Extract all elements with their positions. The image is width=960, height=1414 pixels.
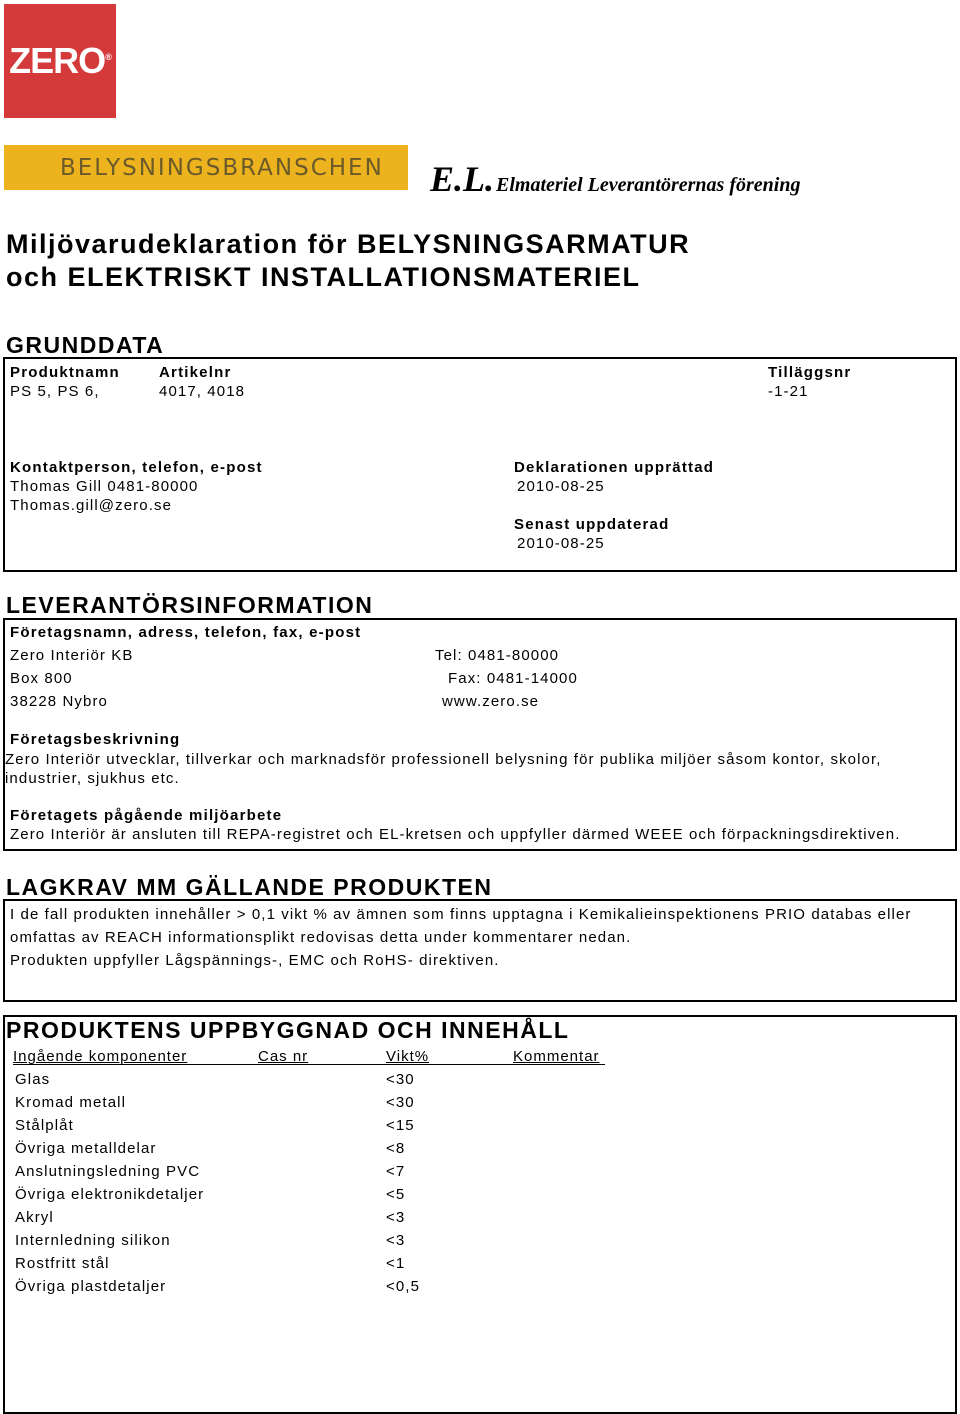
banner-text: BELYSNINGSBRANSCHEN: [60, 155, 384, 181]
table-row: [15, 1278, 605, 1301]
table-row: [15, 1186, 605, 1209]
component-name: Anslutningsledning PVC: [15, 1163, 201, 1180]
zero-logo: [4, 4, 116, 118]
component-name: Kromad metall: [15, 1094, 127, 1111]
table-row: [15, 1094, 605, 1117]
component-name: Glas: [15, 1071, 51, 1088]
kontakt-label: Kontaktperson, telefon, e-post: [10, 459, 263, 476]
lagkrav-line-2: omfattas av REACH informationsplikt redovisas detta under kommentarer nedan.: [10, 929, 632, 946]
component-name: Rostfritt stål: [15, 1255, 110, 1272]
tillaggsnr-value: -1-21: [768, 383, 809, 400]
miljo-label: Företagets pågående miljöarbete: [10, 807, 283, 824]
component-weight: <15: [386, 1117, 415, 1134]
el-logo-name: Elmateriel Leverantörernas förening: [496, 174, 801, 196]
title-line-1: Miljövarudeklaration för BELYSNINGSARMATUR: [6, 229, 691, 259]
belysningsbranschen-banner: [4, 145, 408, 190]
component-weight: <3: [386, 1232, 406, 1249]
el-logo-initials: E.L.: [430, 159, 495, 199]
component-weight: <8: [386, 1140, 406, 1157]
title-line-2: och ELEKTRISKT INSTALLATIONSMATERIEL: [6, 262, 641, 292]
tillaggsnr-label: Tilläggsnr: [768, 364, 852, 381]
component-name: Akryl: [15, 1209, 54, 1226]
produktnamn-label: Produktnamn: [10, 364, 120, 381]
beskrivning-text: Zero Interiör utvecklar, tillverkar och marknadsför professionell belysning för publika miljöer såsom kontor, skolor, industrier, sjukhus etc.: [5, 751, 882, 787]
miljo-text: Zero Interiör är ansluten till REPA-registret och EL-kretsen och uppfyller därmed WEEE och förpackningsdirektiven.: [10, 826, 901, 843]
company-name: Zero Interiör KB: [10, 647, 134, 664]
company-box: Box 800: [10, 670, 73, 687]
uppbyggnad-heading: PRODUKTENS UPPBYGGNAD OCH INNEHÅLL: [6, 1017, 570, 1043]
component-name: Övriga elektronikdetaljer: [15, 1186, 205, 1203]
component-name: Internledning silikon: [15, 1232, 171, 1249]
table-header-underline: [13, 1064, 605, 1065]
component-weight: <3: [386, 1209, 406, 1226]
kontakt-name-phone: Thomas Gill 0481-80000: [10, 478, 199, 495]
table-row: [15, 1163, 605, 1186]
column-header-vikt: Vikt%: [386, 1048, 430, 1065]
lagkrav-heading: LAGKRAV MM GÄLLANDE PRODUKTEN: [6, 874, 493, 900]
column-header-cas: Cas nr: [258, 1048, 309, 1065]
column-header-komponenter: Ingående komponenter: [13, 1048, 188, 1065]
table-row: [15, 1255, 605, 1278]
company-label: Företagsnamn, adress, telefon, fax, e-post: [10, 624, 362, 641]
component-weight: <30: [386, 1071, 415, 1088]
company-web: www.zero.se: [442, 693, 540, 710]
uppdaterad-value: 2010-08-25: [517, 535, 605, 552]
table-row: [15, 1140, 605, 1163]
beskrivning-label: Företagsbeskrivning: [10, 731, 181, 748]
component-weight: <5: [386, 1186, 406, 1203]
component-weight: <0,5: [386, 1278, 421, 1295]
el-association-logo: [430, 158, 800, 200]
kontakt-email: Thomas.gill@zero.se: [10, 497, 173, 514]
company-tel: Tel: 0481-80000: [435, 647, 560, 664]
artikelnr-value: 4017, 4018: [159, 383, 246, 400]
grunddata-heading: GRUNDDATA: [6, 332, 165, 358]
document-title: [6, 228, 690, 294]
component-name: Övriga plastdetaljer: [15, 1278, 167, 1295]
table-row: [15, 1117, 605, 1140]
leverantor-heading: LEVERANTÖRSINFORMATION: [6, 592, 374, 618]
table-row: [15, 1209, 605, 1232]
column-header-kommentar: Kommentar: [513, 1048, 600, 1065]
lagkrav-line-3: Produkten uppfyller Lågspännings-, EMC och RoHS- direktiven.: [10, 952, 500, 969]
company-city: 38228 Nybro: [10, 693, 108, 710]
component-name: Stålplåt: [15, 1117, 74, 1134]
component-weight: <7: [386, 1163, 406, 1180]
company-fax: Fax: 0481-14000: [448, 670, 578, 687]
component-name: Övriga metalldelar: [15, 1140, 157, 1157]
artikelnr-label: Artikelnr: [159, 364, 232, 381]
component-weight: <30: [386, 1094, 415, 1111]
table-row: [15, 1232, 605, 1255]
upprattad-value: 2010-08-25: [517, 478, 605, 495]
component-weight: <1: [386, 1255, 406, 1272]
upprattad-label: Deklarationen upprättad: [514, 459, 715, 476]
zero-logo-text: ZERO®: [9, 40, 111, 81]
lagkrav-line-1: I de fall produkten innehåller > 0,1 vikt % av ämnen som finns upptagna i Kemikalieinspektionens PRIO databas eller: [10, 906, 912, 923]
produktnamn-value: PS 5, PS 6,: [10, 383, 100, 400]
table-row: [15, 1071, 605, 1094]
uppdaterad-label: Senast uppdaterad: [514, 516, 670, 533]
